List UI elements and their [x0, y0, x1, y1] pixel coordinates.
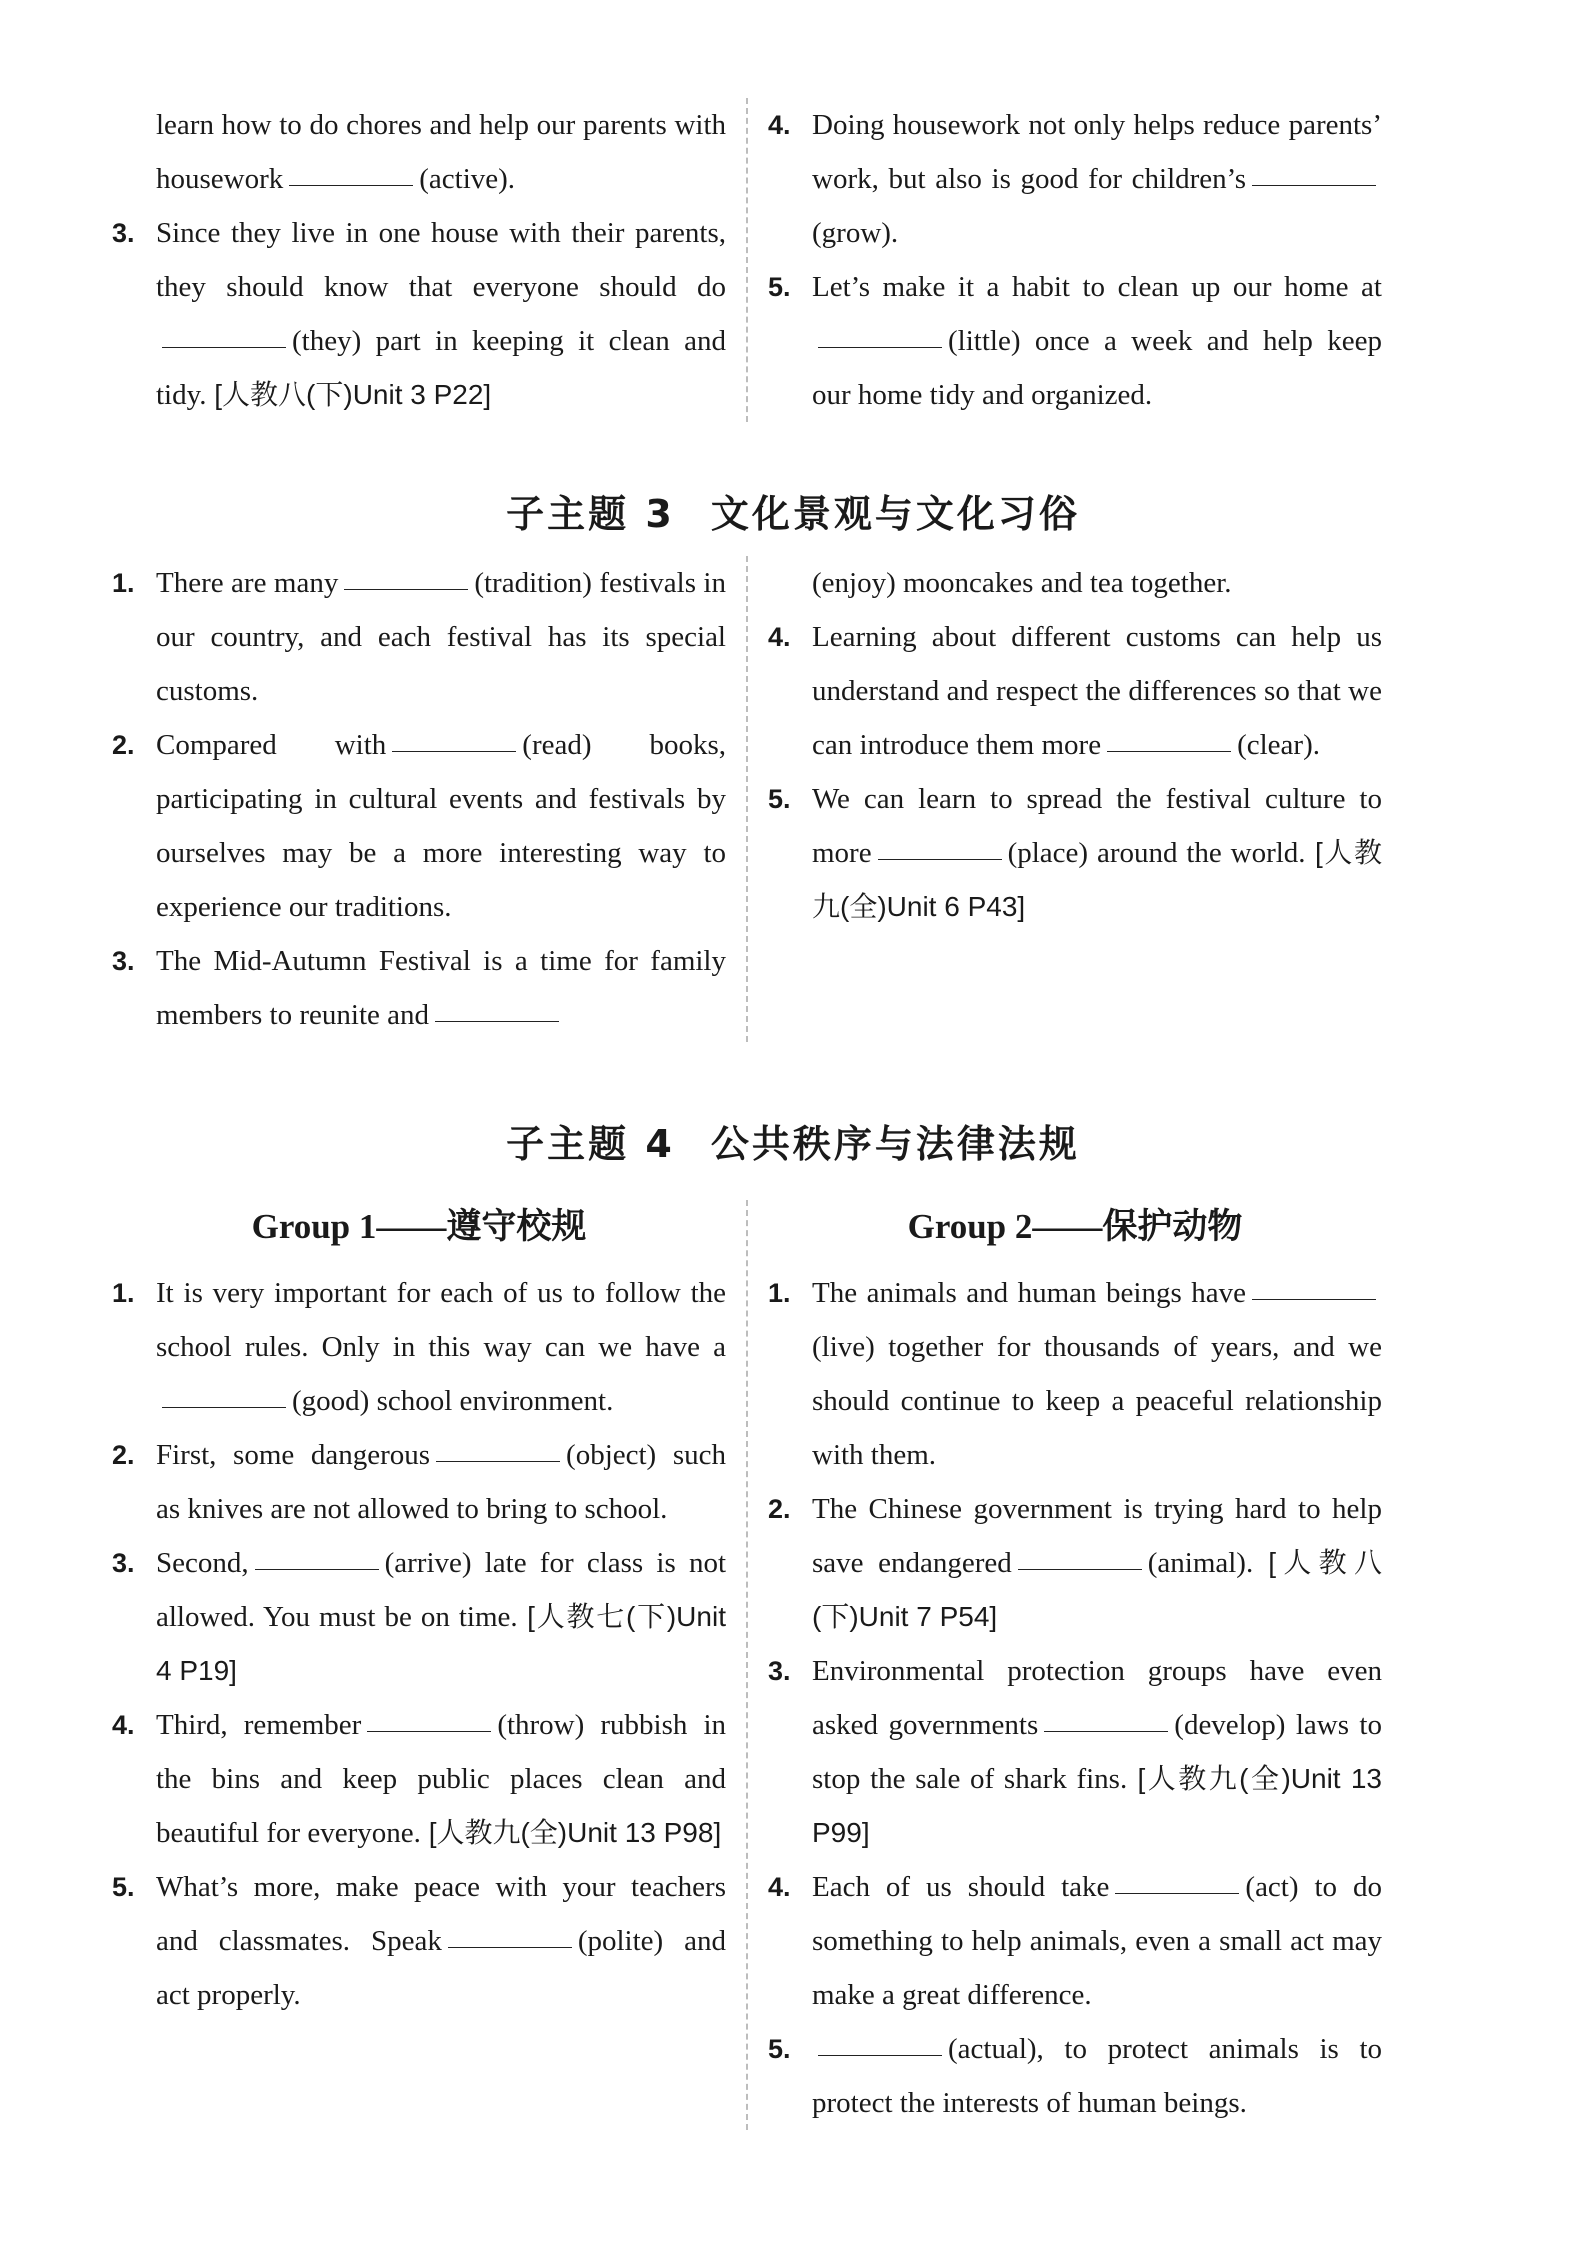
exercise-item	[112, 1428, 726, 1536]
item-text	[812, 2022, 1382, 2130]
text-segment: (object) such as knives are not allowed to bring to school.	[156, 1439, 726, 1525]
text-segment: It is very important for each of us to follow the school rules. Only in this way can we have a	[156, 1277, 726, 1363]
text-segment: (place) around the world.	[1007, 837, 1306, 869]
item-text	[156, 934, 726, 1042]
theme4-title-prefix: 子主题 4	[506, 1122, 675, 1166]
answer-blank[interactable]	[162, 346, 286, 348]
item-number: 5.	[768, 784, 791, 814]
answer-blank[interactable]	[1252, 1298, 1376, 1300]
exercise-item	[112, 556, 726, 718]
text-segment: learn how to do chores and help our parents with housework	[156, 109, 726, 195]
text-segment: The Mid-Autumn Festival is a time for family members to reunite and	[156, 945, 726, 1031]
item-number: 2.	[112, 1440, 135, 1470]
text-segment: Since they live in one house with their parents, they should know that everyone should do	[156, 217, 726, 303]
theme3-title-prefix: 子主题 3	[506, 492, 675, 536]
textbook-reference: [人教七(下)Unit 4 P19]	[156, 1601, 726, 1686]
text-segment: Second,	[156, 1547, 249, 1579]
item-number: 4.	[768, 110, 791, 140]
text-segment: (little) once a week and help keep our home tidy and organized.	[812, 325, 1382, 411]
item-text	[812, 1482, 1382, 1644]
text-segment: Environmental protection groups have even asked governments	[812, 1655, 1382, 1741]
answer-blank[interactable]	[448, 1946, 572, 1948]
exercise-item	[768, 2022, 1382, 2130]
exercise-item	[768, 610, 1382, 772]
item-number: 5.	[768, 2034, 791, 2064]
item-text	[812, 610, 1382, 772]
group2-list	[768, 1266, 1382, 2130]
text-segment: (tradition) festivals in our country, and each festival has its special customs.	[156, 567, 726, 707]
item-number: 1.	[112, 568, 135, 598]
text-segment: (animal).	[1147, 1547, 1254, 1579]
answer-blank[interactable]	[1018, 1568, 1142, 1570]
theme3-left-column	[112, 556, 746, 1042]
text-segment: (read) books, participating in cultural events and festivals by ourselves may be a more interesting way to experience our traditions.	[156, 729, 726, 923]
text-segment: (polite) and act properly.	[156, 1925, 726, 2011]
textbook-reference: [人教九(全)Unit 6 P43]	[812, 837, 1382, 922]
item-number: 3.	[112, 218, 135, 248]
text-segment: Third, remember	[156, 1709, 362, 1741]
text-segment: There are many	[156, 567, 339, 599]
continuation-left-column	[112, 98, 746, 422]
text-segment: First, some dangerous	[156, 1439, 431, 1471]
item-number: 2.	[768, 1494, 791, 1524]
item-number: 2.	[112, 730, 135, 760]
text-segment: Each of us should take	[812, 1871, 1110, 1903]
theme3-title	[0, 483, 1586, 538]
text-segment: The Chinese government is trying hard to help save endangered	[812, 1493, 1382, 1579]
item-text	[156, 1698, 726, 1860]
group2-column	[748, 1200, 1382, 2130]
exercise-item	[768, 1482, 1382, 1644]
item-text	[812, 1266, 1382, 1482]
answer-blank[interactable]	[289, 184, 413, 186]
answer-blank[interactable]	[255, 1568, 379, 1570]
answer-blank[interactable]	[818, 346, 942, 348]
item-number: 5.	[112, 1872, 135, 1902]
exercise-item	[768, 772, 1382, 934]
text-segment: We can learn to spread the festival culture to more	[812, 783, 1382, 869]
answer-blank[interactable]	[818, 2054, 942, 2056]
text-segment: (throw) rubbish in the bins and keep public places clean and beautiful for everyone.	[156, 1709, 726, 1849]
text-segment: Doing housework not only helps reduce parents’ work, but also is good for children’s	[812, 109, 1382, 195]
item-text	[156, 1860, 726, 2022]
exercise-item	[768, 1644, 1382, 1860]
exercise-item	[112, 934, 726, 1042]
item-text	[812, 1860, 1382, 2022]
answer-blank[interactable]	[1107, 750, 1231, 752]
group2-title: Group 2——保护动物	[907, 1207, 1243, 1246]
answer-blank[interactable]	[392, 750, 516, 752]
exercise-item	[112, 1698, 726, 1860]
group1-column	[112, 1200, 746, 2130]
item-text	[156, 1428, 726, 1536]
exercise-item	[768, 1266, 1382, 1482]
theme3-section	[112, 556, 1382, 1042]
answer-blank[interactable]	[878, 858, 1002, 860]
item-text	[156, 206, 726, 422]
theme3-right-column	[748, 556, 1382, 1042]
theme4-title	[0, 1113, 1586, 1168]
text-segment: (good) school environment.	[292, 1385, 614, 1417]
text-segment: Let’s make it a habit to clean up our home at	[812, 271, 1382, 303]
item-number: 3.	[112, 946, 135, 976]
item-text	[812, 1644, 1382, 1860]
answer-blank[interactable]	[435, 1020, 559, 1022]
item-number: 1.	[112, 1278, 135, 1308]
exercise-item	[768, 98, 1382, 260]
item-text	[812, 260, 1382, 422]
answer-blank[interactable]	[162, 1406, 286, 1408]
text-segment: (act) to do something to help animals, even a small act may make a great difference.	[812, 1871, 1383, 2011]
item-text	[812, 556, 1382, 610]
text-segment: What’s more, make peace with your teachers and classmates. Speak	[156, 1871, 726, 1957]
group1-list	[112, 1266, 726, 2022]
theme3-title-text: 文化景观与文化习俗	[710, 492, 1080, 536]
text-segment: Learning about different customs can help us understand and respect the differences so that we can introduce them more	[812, 621, 1382, 761]
item-number: 3.	[112, 1548, 135, 1578]
item-number: 4.	[768, 1872, 791, 1902]
item-text	[156, 556, 726, 718]
exercise-item	[112, 718, 726, 934]
item-number: 4.	[112, 1710, 135, 1740]
textbook-reference: [人教九(全)Unit 13 P98]	[420, 1817, 722, 1848]
group1-title: Group 1——遵守校规	[251, 1207, 587, 1246]
item-text	[812, 772, 1382, 934]
text-segment: (live) together for thousands of years, and we should continue to keep a peaceful relationship with them.	[812, 1331, 1382, 1471]
answer-blank[interactable]	[436, 1460, 560, 1462]
answer-blank[interactable]	[1252, 184, 1376, 186]
item-number: 1.	[768, 1278, 791, 1308]
continuation-right-column	[748, 98, 1382, 422]
item-text	[156, 98, 726, 206]
item-text	[812, 98, 1382, 260]
answer-blank[interactable]	[1044, 1730, 1168, 1732]
text-segment: (they) part in keeping it clean and tidy.	[156, 325, 726, 411]
text-segment: (actual), to protect animals is to protect the interests of human beings.	[812, 2033, 1382, 2119]
textbook-reference: [人教八(下)Unit 3 P22]	[206, 379, 492, 410]
item-text	[156, 1536, 726, 1698]
continuation-section	[112, 98, 1382, 422]
textbook-reference: [人教九(全)Unit 13 P99]	[812, 1763, 1382, 1848]
item-text	[156, 718, 726, 934]
text-segment: (active).	[419, 163, 516, 195]
text-segment: (arrive) late for class is not allowed. You must be on time.	[156, 1547, 726, 1633]
exercise-item	[112, 206, 726, 422]
theme4-title-text: 公共秩序与法律法规	[710, 1122, 1080, 1166]
text-segment: (grow).	[812, 217, 899, 249]
text-segment: (clear).	[1237, 729, 1320, 761]
exercise-item	[768, 556, 1382, 610]
item-number: 5.	[768, 272, 791, 302]
item-text	[156, 1266, 726, 1428]
exercise-item	[112, 1860, 726, 2022]
exercise-item	[768, 260, 1382, 422]
exercise-item	[768, 1860, 1382, 2022]
item-number: 4.	[768, 622, 791, 652]
textbook-reference: [人教八(下)Unit 7 P54]	[812, 1547, 1382, 1632]
exercise-item	[112, 1266, 726, 1428]
text-segment: (enjoy) mooncakes and tea together.	[812, 567, 1232, 599]
exercise-item	[112, 98, 726, 206]
item-number: 3.	[768, 1656, 791, 1686]
text-segment: The animals and human beings have	[812, 1277, 1246, 1309]
theme4-section	[112, 1200, 1382, 2130]
text-segment: Compared with	[156, 729, 387, 761]
answer-blank[interactable]	[367, 1730, 491, 1732]
exercise-item	[112, 1536, 726, 1698]
text-segment: (develop) laws to stop the sale of shark fins.	[812, 1709, 1382, 1795]
answer-blank[interactable]	[1115, 1892, 1239, 1894]
answer-blank[interactable]	[344, 588, 468, 590]
